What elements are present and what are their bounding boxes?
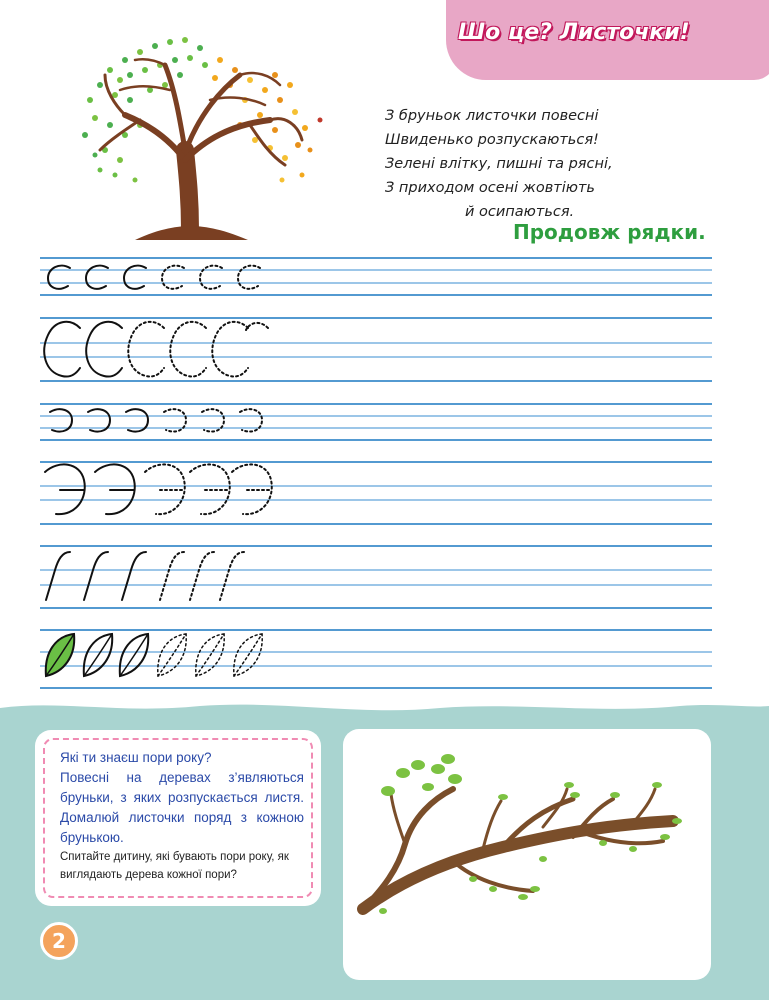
row-large-c-strokes — [44, 322, 268, 377]
poem-line: Зелені влітку, пишні та рясні, — [385, 156, 613, 172]
page-title: Шо це? Листочки! — [458, 20, 690, 45]
ruling-lines — [40, 258, 712, 688]
poem-line: Швиденько розпускаються! — [385, 132, 599, 148]
poem-line: З приходом осені жовтіють — [385, 180, 595, 196]
parent-note: Спитайте дитину, які бувають пори року, як виглядають дерева кожної пори? — [60, 851, 289, 881]
page-number: 2 — [40, 922, 78, 960]
poem-line: й осипаються. — [465, 204, 575, 220]
row-small-c-strokes — [48, 266, 260, 289]
info-card-body: Повесні на деревах з’являються бруньки, з яких розпускається листя. Домалюй листочки поряд з кожною брунькою. — [60, 770, 304, 845]
info-card-text — [60, 748, 304, 848]
branch-illustration — [343, 729, 711, 980]
info-card-question: Які ти знаєш пори року? — [60, 750, 212, 765]
row-leaf-shapes — [46, 634, 262, 676]
branch-leaves — [379, 754, 682, 914]
poem-line: З бруньок листочки повесні — [385, 108, 599, 124]
row-large-reversed-c-strokes — [45, 464, 272, 514]
row-slanted-strokes — [46, 552, 244, 600]
instruction: Продовж рядки. — [513, 220, 706, 244]
branch-image-card — [343, 729, 711, 980]
